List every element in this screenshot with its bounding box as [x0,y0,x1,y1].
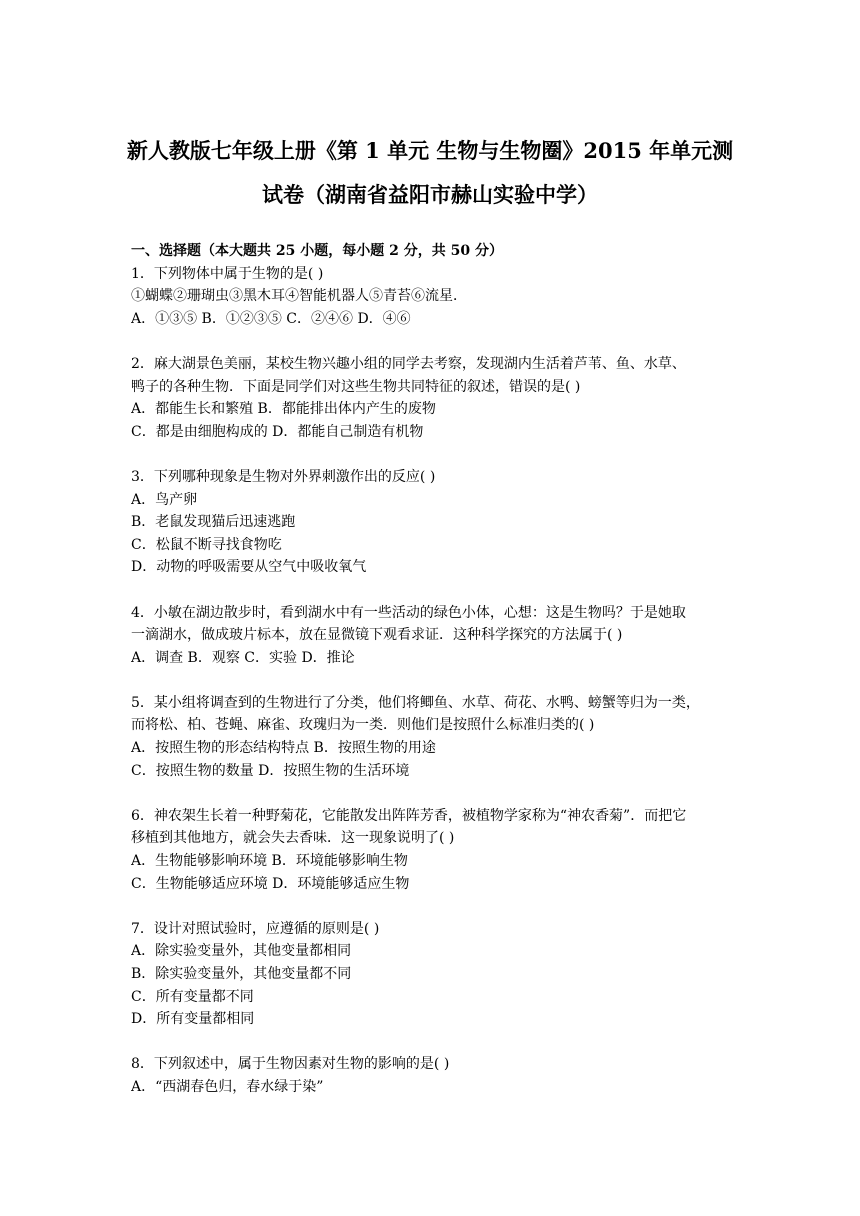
question-stem: 8．下列叙述中，属于生物因素对生物的影响的是( ) [131,1056,450,1073]
question-8 [131,1053,741,1098]
question-stem-line: 4．小敏在湖边散步时，看到湖水中有一些活动的绿色小体，心想：这是生物吗？于是她取 [131,604,686,621]
question-option: C．松鼠不断寻找食物吃 [131,536,282,553]
question-option: C．生物能够适应环境 D．环境能够适应生物 [131,875,410,892]
question-option: C．都是由细胞构成的 D．都能自己制造有机物 [131,423,424,440]
question-option: B．老鼠发现猫后迅速逃跑 [131,514,296,531]
question-option: B．除实验变量外，其他变量都不同 [131,966,352,982]
question-stem-line: 2．麻大湖景色美丽，某校生物兴趣小组的同学去考察，发现湖内生活着芦苇、鱼、水草、 [131,355,686,372]
question-option: A．按照生物的形态结构特点 B．按照生物的用途 [131,740,436,757]
question-stem-line: 6．神农架生长着一种野菊花，它能散发出阵阵芳香，被植物学家称为“神农香菊”．而把它 [131,807,687,824]
question-stem: 7．设计对照试验时，应遵循的原则是( ) [131,920,380,937]
question-stem: 3．下列哪种现象是生物对外界刺激作出的反应( ) [131,468,436,485]
section-heading: 一、选择题（本大题共 25 小题，每小题 2 分，共 50 分） [131,243,503,259]
question-option: C．按照生物的数量 D．按照生物的生活环境 [131,762,410,779]
question-stem: 1．下列物体中属于生物的是( ) [131,265,324,282]
question-2 [131,353,741,443]
question-items: ①蝴蝶②珊瑚虫③黑木耳④智能机器人⑤青苔⑥流星． [131,288,467,305]
question-stem-line: 鸭子的各种生物．下面是同学们对这些生物共同特征的叙述，错误的是( ) [131,378,581,395]
question-option: A．鸟产卵 [131,491,198,508]
question-option: D．动物的呼吸需要从空气中吸收氧气 [131,559,367,576]
question-4 [131,602,741,670]
question-stem-line: 而将松、柏、苍蝇、麻雀、玫瑰归为一类．则他们是按照什么标准归类的( ) [131,717,595,734]
question-1 [131,263,741,331]
question-options: A．调查 B．观察 C．实验 D．推论 [131,649,355,666]
question-6 [131,805,741,895]
document-title-line-1: 新人教版七年级上册《第 1 单元 生物与生物圈》2015 年单元测 [126,138,734,163]
question-stem-line: 一滴湖水，做成玻片标本，放在显微镜下观看求证．这种科学探究的方法属于( ) [131,627,623,644]
question-option: A．“西湖春色归，春水绿于染” [131,1078,324,1095]
question-option: A．生物能够影响环境 B．环境能够影响生物 [131,853,408,870]
question-option: A．都能生长和繁殖 B．都能排出体内产生的废物 [131,401,436,418]
question-option: A．除实验变量外，其他变量都相同 [131,943,352,960]
question-option: C．所有变量都不同 [131,988,254,1005]
question-stem-line: 5．某小组将调查到的生物进行了分类，他们将鲫鱼、水草、荷花、水鸭、螃蟹等归为一类， [131,694,700,711]
question-options: A．①③⑤ B．①②③⑤ C．②④⑥ D．④⑥ [131,310,411,327]
question-3 [131,466,741,579]
question-7 [131,918,741,1031]
exam-content [131,240,741,1121]
question-stem-line: 移植到其他地方，就会失去香味．这一现象说明了( ) [131,830,455,847]
question-5 [131,692,741,782]
document-title-line-2: 试卷（湖南省益阳市赫山实验中学） [262,182,598,207]
question-option: D．所有变量都相同 [131,1011,255,1028]
